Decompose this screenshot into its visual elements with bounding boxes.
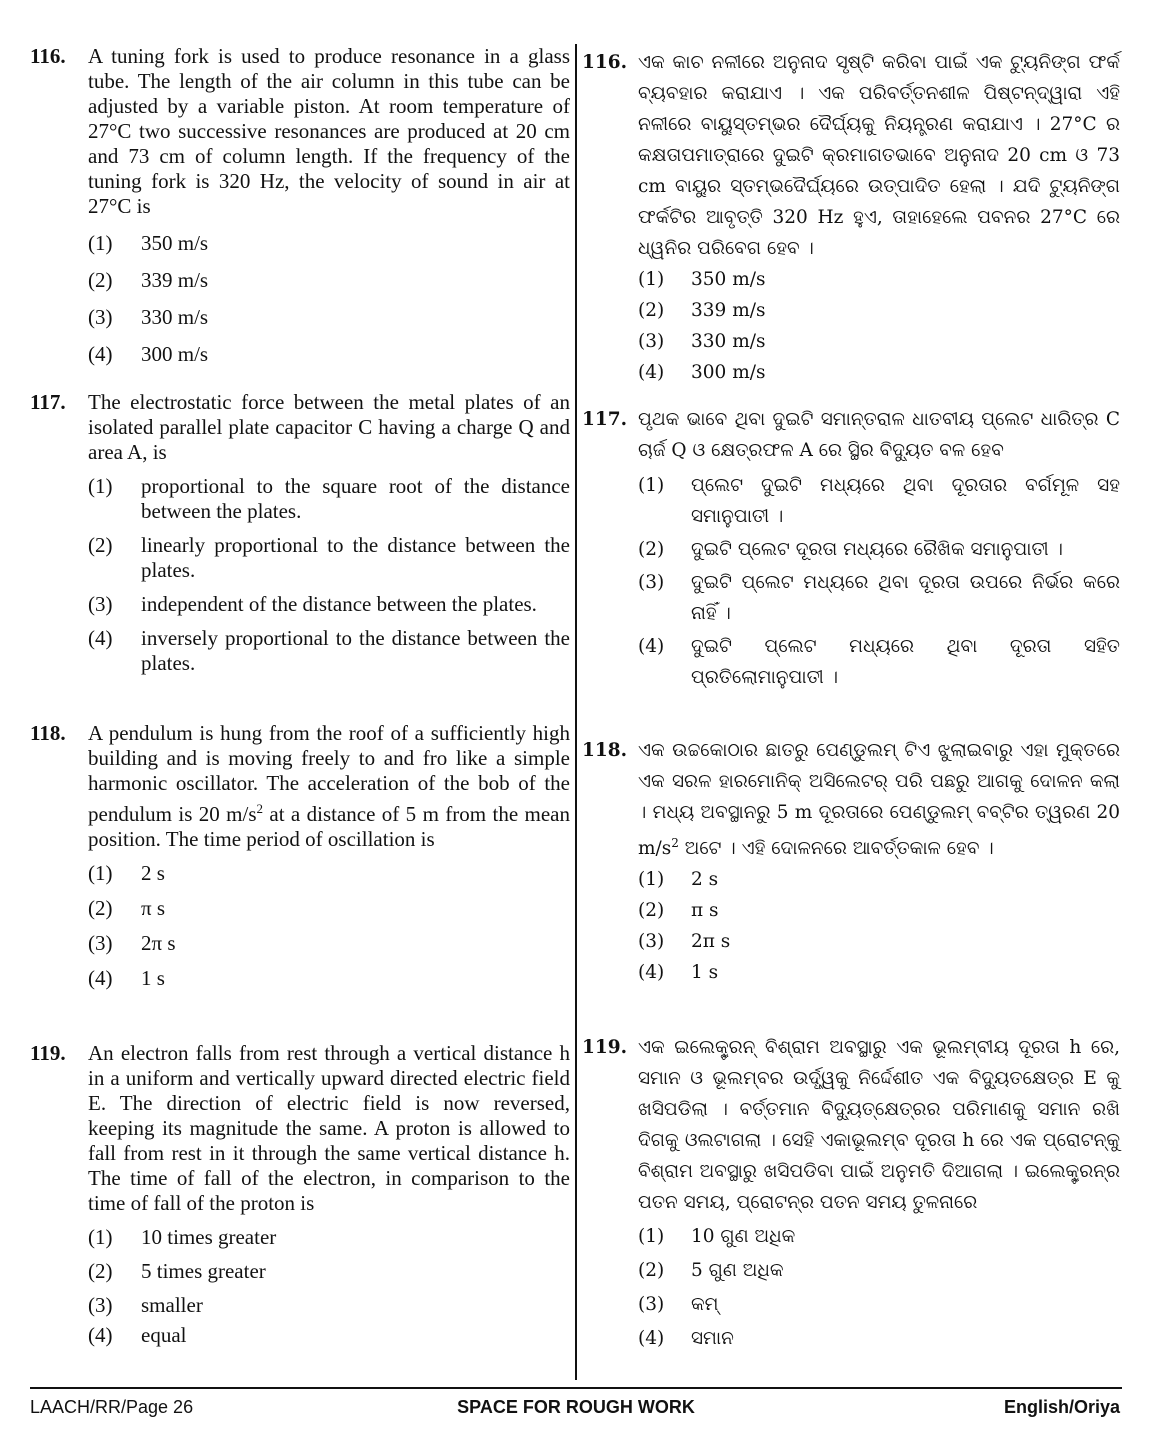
option-4: (4) 1 s xyxy=(638,962,719,984)
language-label: English/Oriya xyxy=(1003,1397,1120,1417)
question-118-or xyxy=(582,735,1120,988)
option-4: (4) ସମାନ xyxy=(638,1328,734,1349)
question-number: 116. xyxy=(30,44,66,68)
question-number: 119. xyxy=(30,1041,66,1065)
option-3: (3) 2π s xyxy=(88,931,176,955)
option-1: (1) 2 s xyxy=(88,861,165,885)
column-divider xyxy=(575,44,577,1380)
option-2: (2) π s xyxy=(88,896,166,920)
question-text: ଏକ କାଚ ନଳୀରେ ଅନୁନାଦ ସୃଷ୍ଟି କରିବା ପାଇଁ ଏକ ଟ୍ୟୁନିଙ୍ଗ ଫର୍କ ବ୍ୟବହାର କରାଯାଏ । ଏକ ପରିବର୍ତ୍ତନଶୀଳ ପିଷ୍ଟନ୍‌ଦ୍ୱାରା ଏହି ନଳୀରେ ବାୟୁସ୍ତମ୍ଭର ଦୈର୍ଘ୍ୟକୁ ନିୟନ୍ତ୍ରଣ କରାଯାଏ । 27°C ର କକ୍ଷତାପମାତ୍ରାରେ ଦୁଇଟି କ୍ରମାଗତଭାବେ ଅନୁନାଦ 20 cm ଓ 73 cm ବାୟୁର ସ୍ତମ୍ଭଦୈର୍ଘ୍ୟରେ ଉତ୍ପାଦିତ ହେଲା । ଯଦି ଟ୍ୟୁନିଙ୍ଗ ଫର୍କଟିର ଆବୃତ୍ତି 320 Hz ହୁଏ, ତାହାହେଲେ ପବନର 27°C ରେ ଧ୍ୱନିର ପରିବେଗ ହେବ । xyxy=(638,52,1120,259)
option-4: (4) ଦୁଇଟି ପ୍ଲେଟ ମଧ୍ୟରେ ଥିବା ଦୂରତା ସହିତ ପ୍ରତିଲୋମାନୁପାତୀ । xyxy=(638,636,1120,688)
question-number: 118. xyxy=(582,740,628,761)
question-number: 119. xyxy=(582,1037,628,1058)
rough-work-label: SPACE FOR ROUGH WORK xyxy=(457,1397,695,1417)
option-2: (2) linearly proportional to the distance between the plates. xyxy=(88,533,570,582)
question-text: A pendulum is hung from the roof of a sufficiently high building and is moving freely to and fro like a simple harmonic oscillator. The acceleration of the bob of the pendulum is 20 $m/s^2$ at a distance of 5 m from the mean position. The time period of oscillation is xyxy=(88,721,571,851)
question-118-en xyxy=(30,721,570,1001)
question-119-en xyxy=(30,1041,570,1353)
question-number: 117. xyxy=(30,390,66,414)
page-id: LAACH/RR/Page 26 xyxy=(30,1397,194,1417)
option-3: (3) smaller xyxy=(88,1293,203,1317)
question-117-en xyxy=(30,390,570,676)
option-1: (1) 10 ଗୁଣ ଅଧିକ xyxy=(638,1226,796,1247)
option-3: (3) independent of the distance between the plates. xyxy=(88,592,537,616)
option-3: (3) 2π s xyxy=(638,931,731,953)
question-116-en xyxy=(30,44,570,379)
option-3: (3) 330 m/s xyxy=(638,331,766,352)
option-4: (4) 300 m/s xyxy=(88,342,209,366)
question-116-or xyxy=(582,47,1120,388)
option-2: (2) ଦୁଇଟି ପ୍ଲେଟ ଦୂରତା ମଧ୍ୟରେ ରୈଖିକ ସମାନୁପାତୀ । xyxy=(638,539,1063,560)
question-text: ପୃଥକ ଭାବେ ଥିବା ଦୁଇଟି ସମାନ୍ତରାଳ ଧାତବୀୟ ପ୍ଲେଟ ଧାରିତ୍ର C ଚାର୍ଜ Q ଓ କ୍ଷେତ୍ରଫଳ A ରେ ସ୍ଥିର ବିଦ୍ୟୁତ ବଳ ହେବ xyxy=(638,409,1120,461)
option-2: (2) 339 m/s xyxy=(88,268,209,292)
option-4: (4) 300 m/s xyxy=(638,362,766,383)
option-1: (1) 2 s xyxy=(638,869,719,891)
footer-rule xyxy=(30,1387,1122,1389)
option-1: (1) ପ୍ଲେଟ ଦୁଇଟି ମଧ୍ୟରେ ଥିବା ଦୂରତାର ବର୍ଗମୂଳ ସହ ସମାନୁପାତୀ । xyxy=(638,475,1120,527)
question-text: The electrostatic force between the metal plates of an isolated parallel plate capacitor C having a charge Q and area A, is xyxy=(88,390,570,464)
option-2: (2) π s xyxy=(638,900,719,922)
option-1: (1) 350 m/s xyxy=(88,231,209,255)
option-3: (3) 330 m/s xyxy=(88,305,209,329)
option-3: (3) ଦୁଇଟି ପ୍ଲେଟ ମଧ୍ୟରେ ଥିବା ଦୂରତା ଉପରେ ନିର୍ଭର କରେ ନାହିଁ । xyxy=(638,572,1120,624)
question-119-or xyxy=(582,1032,1120,1355)
option-3: (3) କମ୍ xyxy=(638,1294,719,1315)
option-2: (2) 339 m/s xyxy=(638,300,766,321)
option-4: (4) equal xyxy=(88,1323,187,1347)
question-text: ଏକ ଉଚ୍ଚକୋଠାର ଛାତରୁ ପେଣ୍ଡୁଲମ୍ ଟିଏ ଝୁଲାଇବାରୁ ଏହା ମୁକ୍ତରେ ଏକ ସରଳ ହାରମୋନିକ୍ ଅସିଲେଟର୍ ପରି ପଛରୁ ଆଗକୁ ଦୋଳନ କଲା । ମଧ୍ୟ ଅବସ୍ଥାନରୁ 5 m ଦୂରତାରେ ପେଣ୍ଡୁଲମ୍ ବବ୍‌ଟିର ତ୍ୱରଣ 20 $m/s^2$ ଅଟେ । ଏହି ଦୋଳନରେ ଆବର୍ତ୍ତକାଳ ହେବ । xyxy=(638,740,1120,860)
option-1: (1) proportional to the square root of the distance between the plates. xyxy=(88,474,570,523)
option-4: (4) 1 s xyxy=(88,966,165,990)
question-117-or xyxy=(582,404,1120,693)
question-text: An electron falls from rest through a vertical distance h in a uniform and vertically upward directed electric field E. The direction of electric field is now reversed, keeping its magnitude the same. A proton is allowed to fall from rest in it through the same vertical distance h. The time of fall of the electron, in comparison to the time of fall of the proton is xyxy=(88,1041,570,1215)
option-4: (4) inversely proportional to the distance between the plates. xyxy=(88,626,570,675)
option-1: (1) 10 times greater xyxy=(88,1225,277,1249)
option-2: (2) 5 times greater xyxy=(88,1259,266,1283)
question-text: ଏକ ଇଲେକ୍ଟ୍ରନ୍ ବିଶ୍ରାମ ଅବସ୍ଥାରୁ ଏକ ଭୂଲମ୍ବୀୟ ଦୂରତା h ରେ, ସମାନ ଓ ଭୂଲମ୍ବର ଉର୍ଦ୍ଧ୍ୱକୁ ନିର୍ଦ୍ଦେଶୀତ ଏକ ବିଦ୍ୟୁତକ୍ଷେତ୍ର E କୁ ଖସିପଡିଲା । ବର୍ତ୍ତମାନ ବିଦ୍ୟୁତ୍‌କ୍ଷେତ୍ରର ପରିମାଣକୁ ସମାନ ରଖି ଦିଗକୁ ଓଲଟାଗଲା । ସେହି ଏକାଭୂଲମ୍ବ ଦୂରତା h ରେ ଏକ ପ୍ରୋଟନ୍‌କୁ ବିଶ୍ରାମ ଅବସ୍ଥାରୁ ଖସିପଡିବା ପାଇଁ ଅନୁମତି ଦିଆଗଲା । ଇଲେକ୍ଟ୍ରନ୍‌ର ପତନ ସମୟ, ପ୍ରୋଟନ୍‌ର ପତନ ସମୟ ତୁଳନାରେ xyxy=(638,1037,1120,1213)
question-number: 118. xyxy=(30,721,66,745)
option-1: (1) 350 m/s xyxy=(638,269,766,290)
question-text: A tuning fork is used to produce resonance in a glass tube. The length of the air column in this tube can be adjusted by a variable piston. At room temperature of 27°C two successive resonances are produced at 20 cm and 73 cm of column length. If the frequency of the tuning fork is 320 Hz, the velocity of sound in air at 27°C is xyxy=(88,44,570,218)
option-2: (2) 5 ଗୁଣ ଅଧିକ xyxy=(638,1260,784,1281)
question-number: 116. xyxy=(582,52,628,73)
question-number: 117. xyxy=(582,409,628,430)
